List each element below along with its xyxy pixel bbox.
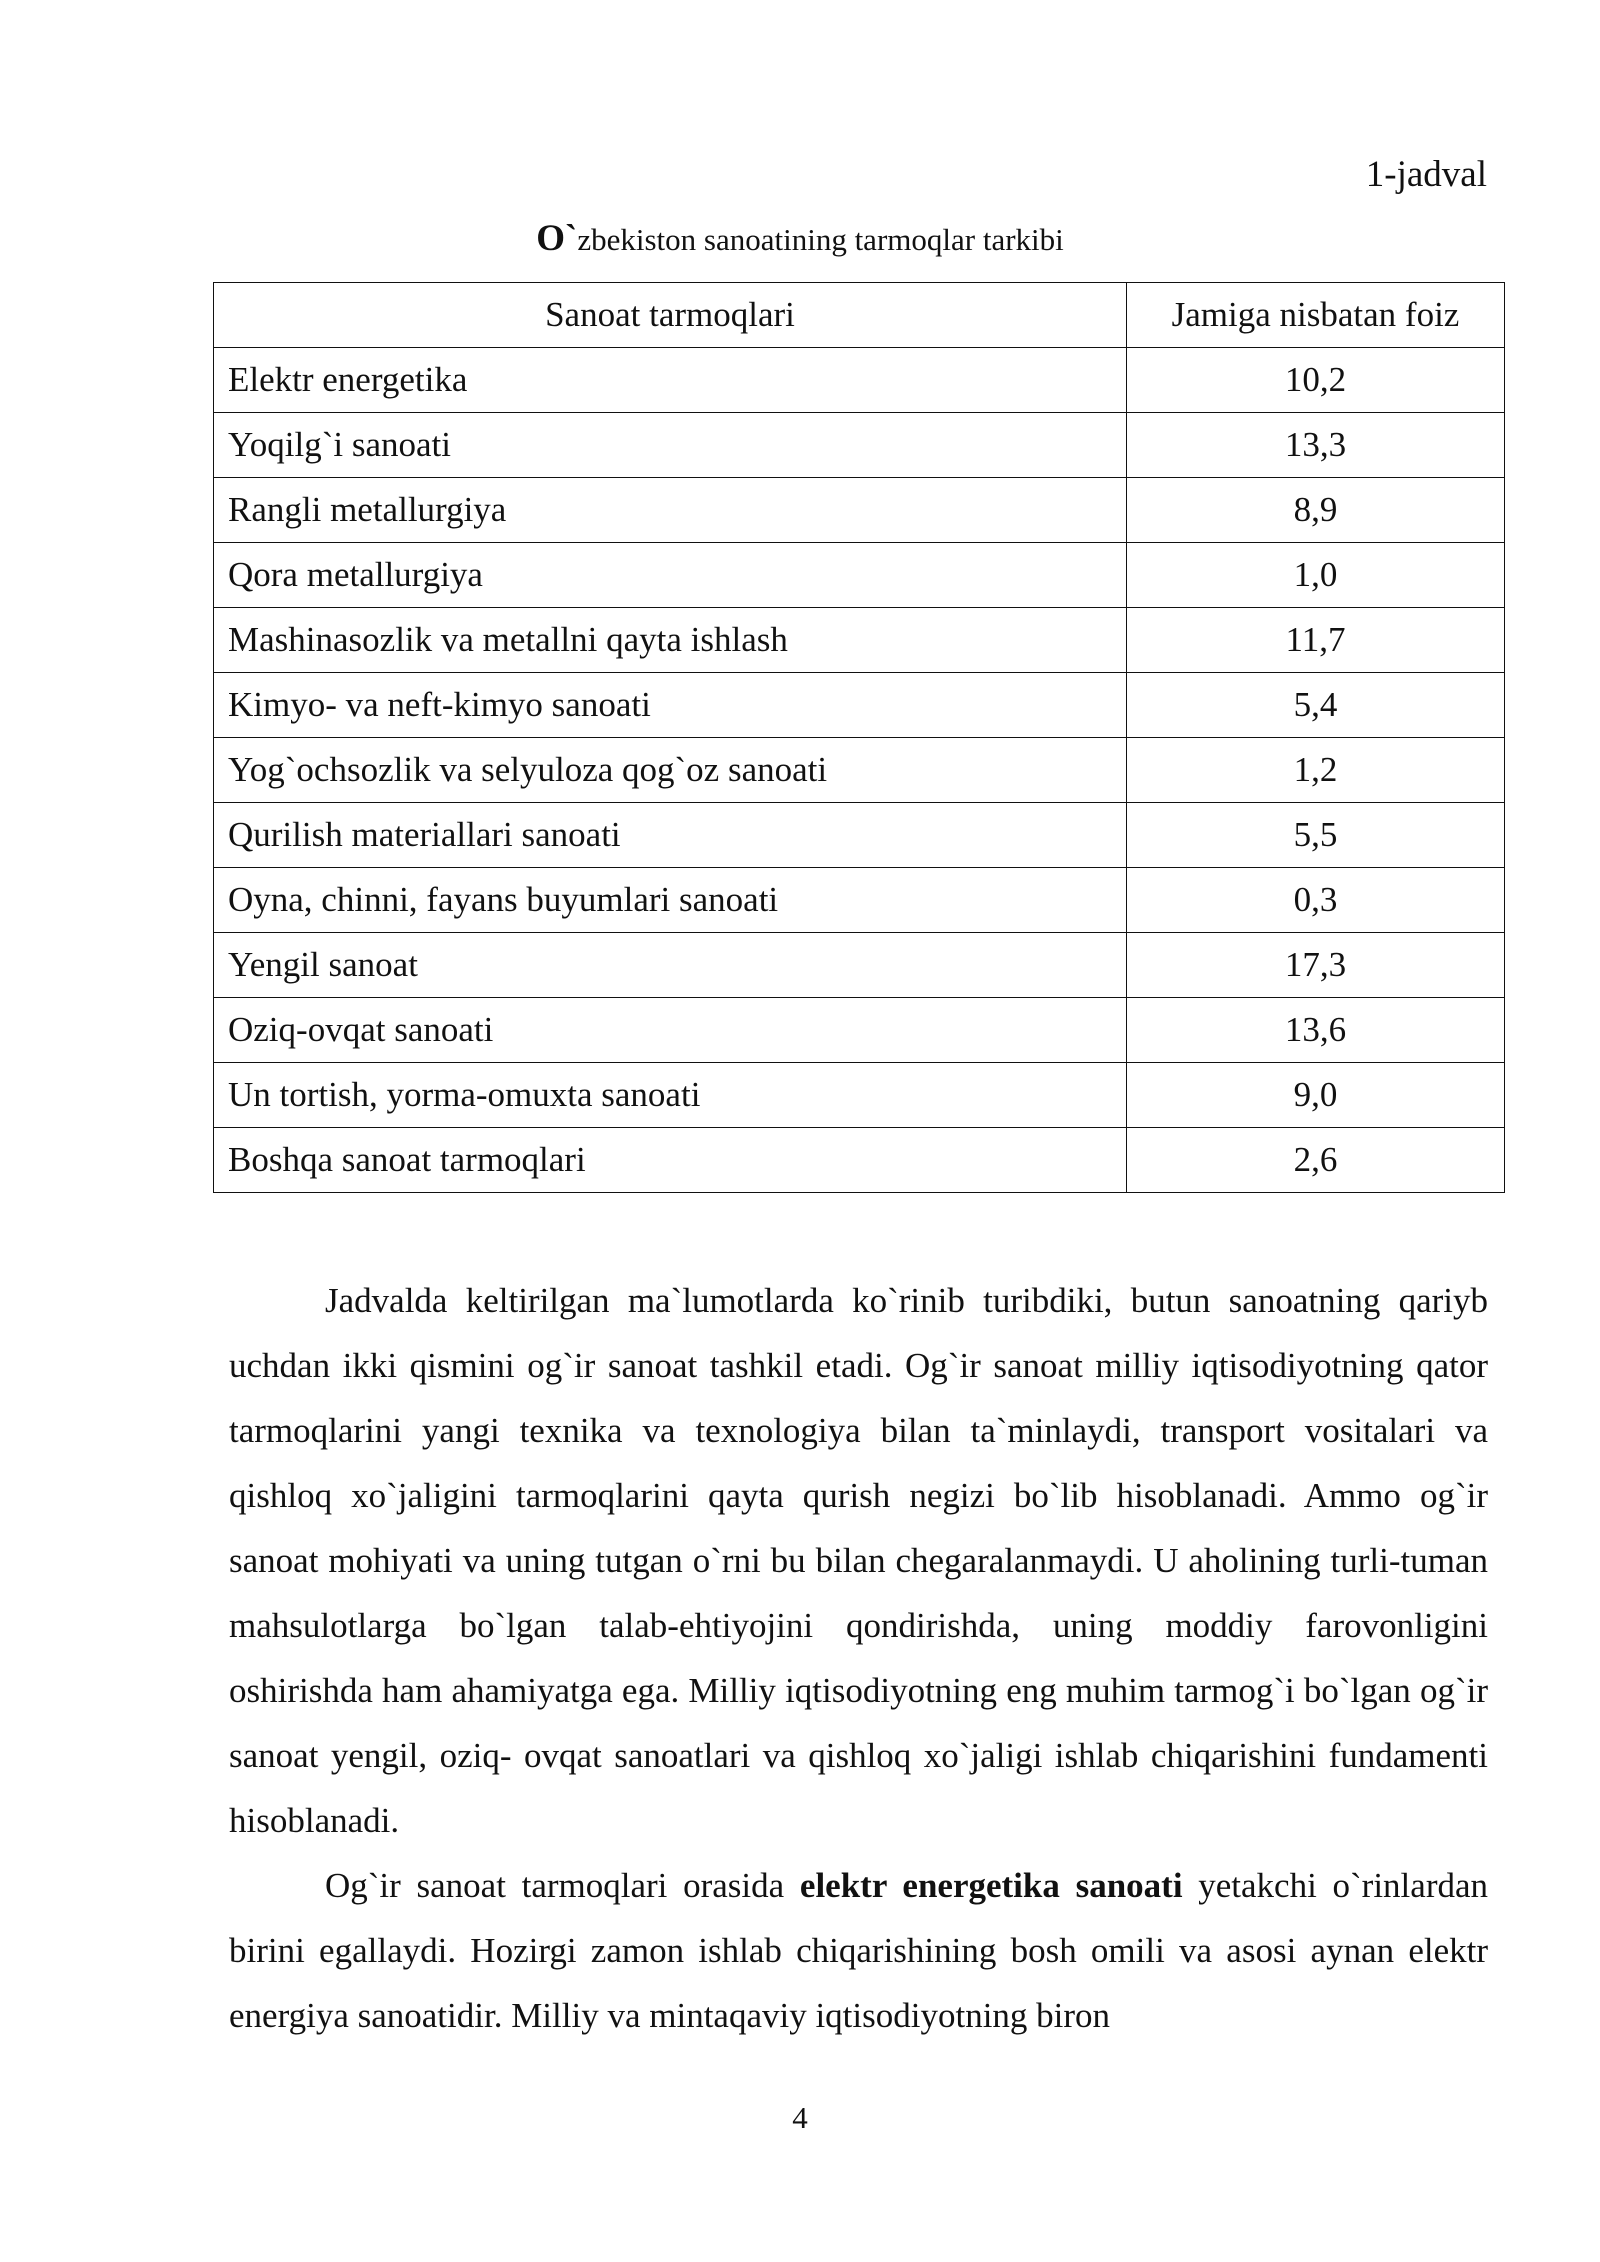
industry-percent: 5,4 [1127, 673, 1505, 738]
industry-percent: 13,3 [1127, 413, 1505, 478]
industry-name: Boshqa sanoat tarmoqlari [214, 1128, 1127, 1193]
page-number: 4 [792, 2100, 808, 2135]
industry-percent: 5,5 [1127, 803, 1505, 868]
industry-percent: 11,7 [1127, 608, 1505, 673]
paragraph-2 [229, 1853, 1488, 2048]
table-row [214, 1128, 1505, 1193]
table-row [214, 673, 1505, 738]
industry-percent: 1,0 [1127, 543, 1505, 608]
table-row [214, 543, 1505, 608]
table-header-row [214, 283, 1505, 348]
table-row [214, 933, 1505, 998]
industry-structure-table [213, 282, 1505, 1193]
table-row [214, 478, 1505, 543]
table-row [214, 608, 1505, 673]
industry-name: Yengil sanoat [214, 933, 1127, 998]
industry-name: Oyna, chinni, fayans buyumlari sanoati [214, 868, 1127, 933]
table-title-rest: zbekiston sanoatining tarmoqlar tarkibi [577, 222, 1064, 257]
column-header-percent: Jamiga nisbatan foiz [1127, 283, 1505, 348]
industry-name: Kimyo- va neft-kimyo sanoati [214, 673, 1127, 738]
table-title [0, 216, 1600, 263]
industry-name: Elektr energetika [214, 348, 1127, 413]
industry-percent: 2,6 [1127, 1128, 1505, 1193]
industry-name: Oziq-ovqat sanoati [214, 998, 1127, 1063]
table-row [214, 413, 1505, 478]
table-row [214, 998, 1505, 1063]
industry-name: Qurilish materiallari sanoati [214, 803, 1127, 868]
industry-percent: 13,6 [1127, 998, 1505, 1063]
table-row [214, 1063, 1505, 1128]
paragraph-1: Jadvalda keltirilgan ma`lumotlarda ko`rinib turibdiki, butun sanoatning qariyb uchdan ikki qismini og`ir sanoat tashkil etadi. Og`ir sanoat milliy iqtisodiyotning qator tarmoqlarini yangi texnika va texnologiya bilan ta`minlaydi, transport vositalari va qishloq xo`jaligini tarmoqlarini qayta qurish negizi bo`lib hisoblanadi. Ammo og`ir sanoat mohiyati va uning tutgan o`rni bu bilan chegaralanmaydi. U aholining turli-tuman mahsulotlarga bo`lgan talab-ehtiyojini qondirishda, uning moddiy farovonligini oshirishda ham ahamiyatga ega. Milliy iqtisodiyotning eng muhim tarmog`i bo`lgan og`ir sanoat yengil, oziq- ovqat sanoatlari va qishloq xo`jaligi ishlab chiqarishini fundamenti hisoblanadi. [229, 1281, 1488, 1840]
table-row [214, 738, 1505, 803]
industry-percent: 9,0 [1127, 1063, 1505, 1128]
industry-name: Yog`ochsozlik va selyuloza qog`oz sanoati [214, 738, 1127, 803]
industry-percent: 10,2 [1127, 348, 1505, 413]
paragraph-2-start: Og`ir sanoat tarmoqlari orasida [325, 1866, 785, 1905]
industry-name: Yoqilg`i sanoati [214, 413, 1127, 478]
table-row [214, 803, 1505, 868]
industry-percent: 8,9 [1127, 478, 1505, 543]
table-row [214, 348, 1505, 413]
paragraph-2-end: yetakchi o`rinlardan birini egallaydi. Hozirgi zamon ishlab chiqarishining bosh omili va asosi aynan elektr energiya sanoatidir. Milliy va mintaqaviy iqtisodiyotning biron [229, 1866, 1489, 2035]
column-header-industry: Sanoat tarmoqlari [214, 283, 1127, 348]
industry-name: Qora metallurgiya [214, 543, 1127, 608]
industry-percent: 17,3 [1127, 933, 1505, 998]
industry-name: Rangli metallurgiya [214, 478, 1127, 543]
industry-name: Un tortish, yorma-omuxta sanoati [214, 1063, 1127, 1128]
table-label: 1-jadval [1365, 154, 1487, 195]
table-title-first-letter: O` [536, 218, 578, 259]
industry-percent: 0,3 [1127, 868, 1505, 933]
industry-name: Mashinasozlik va metallni qayta ishlash [214, 608, 1127, 673]
table-row [214, 868, 1505, 933]
body-text [229, 1268, 1488, 2048]
paragraph-2-bold-term: elektr energetika sanoati [799, 1866, 1183, 1905]
industry-percent: 1,2 [1127, 738, 1505, 803]
